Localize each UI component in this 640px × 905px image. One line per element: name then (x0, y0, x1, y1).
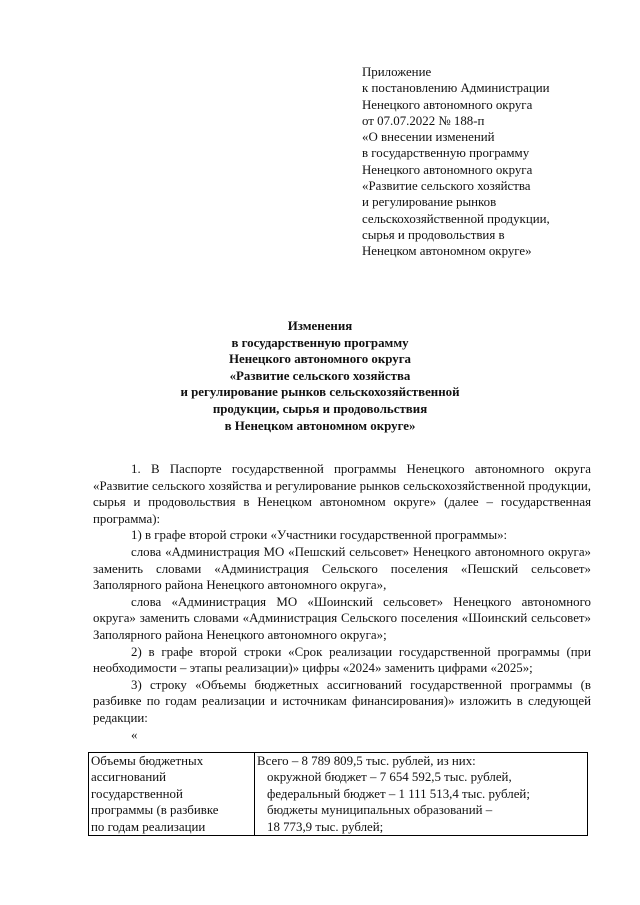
title-line: «Развитие сельского хозяйства (229, 368, 411, 383)
cell-line: государственной (91, 786, 183, 801)
budget-table (88, 752, 588, 836)
appendix-block (362, 64, 632, 260)
appendix-line: сырья и продовольствия в (362, 227, 505, 242)
opening-quote: « (131, 727, 138, 742)
cell-line: бюджеты муниципальных образований – (267, 803, 493, 818)
table-row (89, 753, 588, 836)
appendix-line: в государственную программу (362, 146, 530, 161)
appendix-line: Приложение (362, 65, 432, 79)
cell-line: Объемы бюджетных (91, 754, 204, 768)
document-body (93, 461, 591, 743)
paragraph-6: 3) строку «Объемы бюджетных ассигнований государственной программы (в разбивке по годам реализации и источникам финансирования)» изложить в следующей редакции: (93, 677, 591, 725)
cell-line: 18 773,9 тыс. рублей; (267, 819, 384, 834)
title-line: Изменения (287, 319, 353, 333)
appendix-line: «О внесении изменений (362, 130, 495, 145)
cell-line: по годам реализации (91, 819, 206, 834)
cell-line: Всего – 8 789 809,5 тыс. рублей, из них: (257, 754, 476, 768)
title-line: в Ненецком автономном округе» (224, 418, 416, 433)
cell-line: федеральный бюджет – 1 111 513,4 тыс. рублей; (267, 786, 530, 801)
appendix-line: к постановлению Администрации (362, 81, 550, 96)
table-cell-label (89, 753, 255, 836)
appendix-line: и регулирование рынков (362, 195, 497, 210)
title-line: Ненецкого автономного округа (228, 352, 412, 367)
cell-line: окружной бюджет – 7 654 592,5 тыс. рублей, (267, 770, 512, 785)
table-cell-value (255, 753, 588, 836)
paragraph-1: 1. В Паспорте государственной программы Ненецкого автономного округа «Развитие сельского хозяйства и регулирование рынков сельскохозяйственной продукции, сырья и продовольствия в Ненецком автономном округе» (далее – государственная программа): (93, 462, 591, 526)
title-line: в государственную программу (231, 335, 409, 350)
appendix-line: сельскохозяйственной продукции, (362, 211, 550, 226)
title-line: продукции, сырья и продовольствия (212, 401, 428, 416)
document-title (150, 318, 490, 434)
paragraph-4: слова «Администрация МО «Шоинский сельсовет» Ненецкого автономного округа» заменить словами «Администрация Сельского поселения «Шоинский сельсовет» Заполярного района Ненецкого автономного округа»; (93, 594, 591, 642)
cell-line: ассигнований (91, 770, 167, 785)
paragraph-2: 1) в графе второй строки «Участники государственной программы»: (131, 528, 508, 543)
cell-line: программы (в разбивке (91, 803, 219, 818)
appendix-line: Ненецкого автономного округа (362, 97, 533, 112)
appendix-line: от 07.07.2022 № 188-п (362, 113, 485, 128)
title-line: и регулирование рынков сельскохозяйственной (180, 385, 460, 400)
paragraph-3: слова «Администрация МО «Пешский сельсовет» Ненецкого автономного округа» заменить словами «Администрация Сельского поселения «Пешский сельсовет» Заполярного района Ненецкого автономного округа», (93, 544, 591, 593)
appendix-line: «Развитие сельского хозяйства (362, 179, 531, 194)
paragraph-5: 2) в графе второй строки «Срок реализации государственной программы (при необходимости – этапы реализации)» цифры «2024» заменить цифрами «2025»; (93, 644, 591, 676)
appendix-line: Ненецкого автономного округа (362, 162, 533, 177)
appendix-line: Ненецком автономном округе» (362, 244, 532, 259)
